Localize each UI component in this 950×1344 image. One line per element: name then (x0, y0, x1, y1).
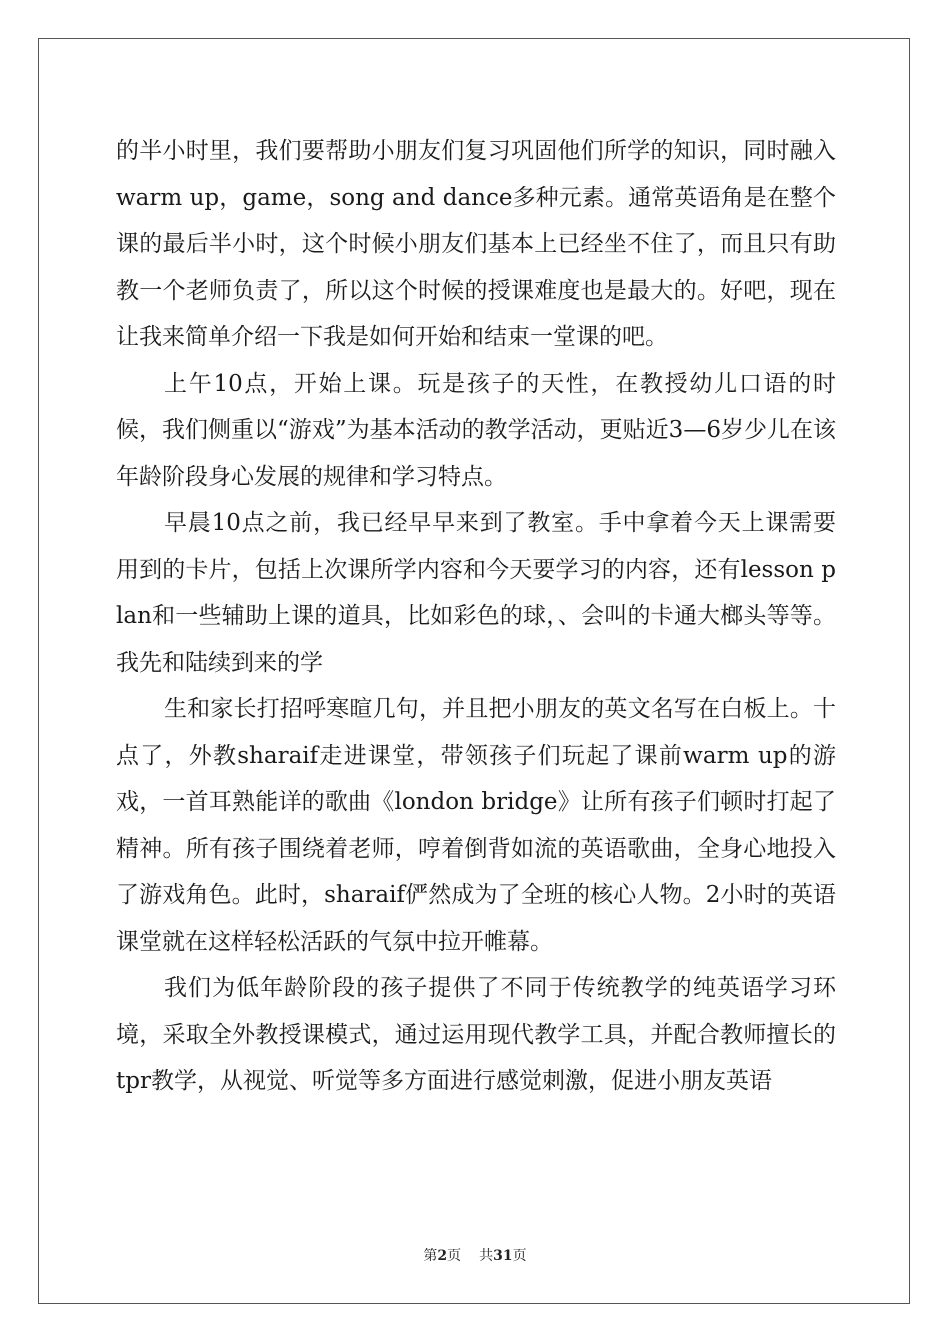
paragraph-1: 的半小时里，我们要帮助小朋友们复习巩固他们所学的知识，同时融入warm up，game，song and dance多种元素。通常英语角是在整个课的最后半小时，这个时候小朋友们基本上已经坐不住了，而且只有助教一个老师负责了，所以这个时候的授课难度也是最大的。好吧，现在让我来简单介绍一下我是如何开始和结束一堂课的吧。 (116, 138, 836, 350)
total-pages: 31 (493, 1248, 513, 1264)
total-suffix: 页 (512, 1248, 527, 1264)
paragraph-4: 生和家长打招呼寒暄几句，并且把小朋友的英文名写在白板上。十点了，外教sharaif走进课堂，带领孩子们玩起了课前warm up的游戏，一首耳熟能详的歌曲《london bridge》让所有孩子们顿时打起了精神。所有孩子围绕着老师，哼着倒背如流的英语歌曲，全身心地投入了游戏角色。此时，sharaif俨然成为了全班的核心人物。2小时的英语课堂就在这样轻松活跃的气氛中拉开帷幕。 (116, 696, 836, 955)
paragraph-3: 早晨10点之前，我已经早早来到了教室。手中拿着今天上课需要用到的卡片，包括上次课所学内容和今天要学习的内容，还有lesson plan和一些辅助上课的道具，比如彩色的球，、会叫的卡通大榔头等等。我先和陆续到来的学 (116, 510, 836, 676)
paragraph-5: 我们为低年龄阶段的孩子提供了不同于传统教学的纯英语学习环境，采取全外教授课模式，通过运用现代教学工具，并配合教师擅长的tpr教学，从视觉、听觉等多方面进行感觉刺激，促进小朋友英语 (116, 975, 836, 1094)
total-prefix: 共 (479, 1248, 494, 1264)
paragraph-2: 上午10点，开始上课。玩是孩子的天性，在教授幼儿口语的时候，我们侧重以“游戏”为基本活动的教学活动，更贴近3—6岁少儿在该年龄阶段身心发展的规律和学习特点。 (116, 370, 836, 490)
page-number: 2 (437, 1248, 448, 1264)
document-body (116, 128, 836, 1105)
page-footer (0, 1245, 950, 1265)
page-suffix: 页 (447, 1248, 462, 1264)
page-prefix: 第 (423, 1248, 438, 1264)
